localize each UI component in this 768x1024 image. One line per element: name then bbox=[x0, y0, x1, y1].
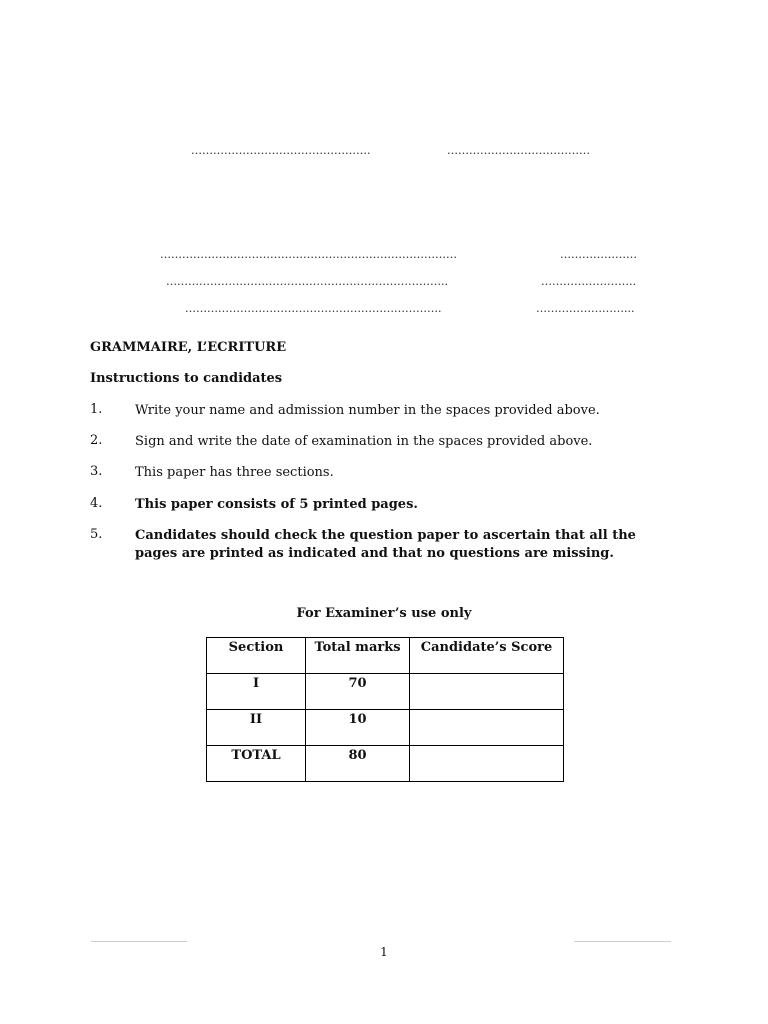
instruction-text: This paper has three sections. bbox=[135, 465, 334, 480]
instruction-number: 5. bbox=[90, 527, 103, 542]
page-number: 1 bbox=[380, 945, 388, 959]
marks-cell: 70 bbox=[306, 674, 410, 710]
instructions-heading: Instructions to candidates bbox=[90, 371, 283, 386]
instruction-number: 4. bbox=[90, 496, 103, 511]
examiner-heading: For Examiner’s use only bbox=[296, 606, 472, 621]
header-candidate-score: Candidate’s Score bbox=[410, 638, 564, 674]
table-row bbox=[207, 674, 564, 710]
score-cell[interactable] bbox=[410, 746, 564, 782]
instruction-number: 3. bbox=[90, 464, 103, 479]
instruction-number: 2. bbox=[90, 433, 103, 448]
field-line-2-left[interactable]: ………………………………………………………………….. bbox=[166, 275, 448, 288]
header-section: Section bbox=[207, 638, 306, 674]
footer-divider-right bbox=[574, 941, 671, 942]
field-line-3-left[interactable]: ……………………………………………………………. bbox=[185, 302, 442, 315]
instruction-text: Sign and write the date of examination in the spaces provided above. bbox=[135, 434, 593, 449]
admission-number-dotted-line[interactable]: ………………………………… bbox=[447, 144, 590, 157]
section-cell: TOTAL bbox=[207, 746, 306, 782]
field-line-1-right[interactable]: ………………… bbox=[560, 248, 637, 261]
table-row bbox=[207, 710, 564, 746]
instruction-number: 1. bbox=[90, 402, 103, 417]
instruction-text: Candidates should check the question paper to ascertain that all the pages are printed as indicated and that no questions are missing. bbox=[135, 528, 636, 561]
header-total-marks: Total marks bbox=[306, 638, 410, 674]
table-row bbox=[207, 746, 564, 782]
footer-divider-left bbox=[91, 941, 187, 942]
field-line-1-left[interactable]: ……………………………………………………………………… bbox=[160, 248, 457, 261]
marks-cell: 80 bbox=[306, 746, 410, 782]
field-line-2-right[interactable]: …………………….. bbox=[541, 275, 636, 288]
marks-cell: 10 bbox=[306, 710, 410, 746]
examiner-score-table bbox=[206, 637, 564, 782]
name-dotted-line[interactable]: …………………………………………. bbox=[191, 144, 371, 157]
score-cell[interactable] bbox=[410, 710, 564, 746]
section-cell: II bbox=[207, 710, 306, 746]
section-cell: I bbox=[207, 674, 306, 710]
field-line-3-right[interactable]: ……………………... bbox=[536, 302, 635, 315]
score-cell[interactable] bbox=[410, 674, 564, 710]
instruction-text: Write your name and admission number in the spaces provided above. bbox=[135, 403, 600, 418]
paper-title: GRAMMAIRE, L’ECRITURE bbox=[90, 340, 287, 355]
instruction-text: This paper consists of 5 printed pages. bbox=[135, 497, 418, 512]
table-header-row bbox=[207, 638, 564, 674]
